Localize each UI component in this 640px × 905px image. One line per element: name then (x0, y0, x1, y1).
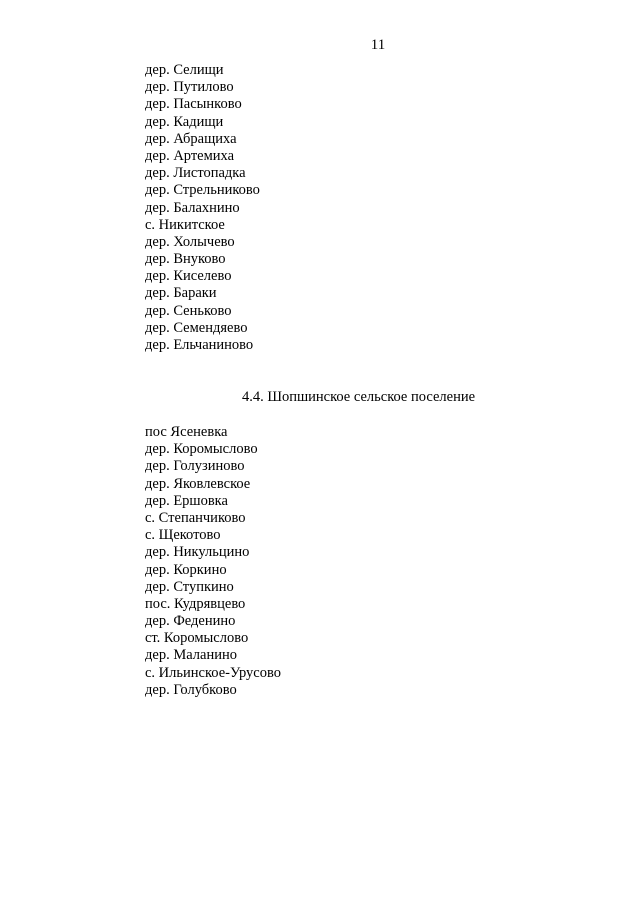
list-item: дер. Семендяево (145, 319, 248, 336)
list-item: с. Щекотово (145, 527, 221, 544)
settlement-list-shopshinskoe (145, 424, 281, 699)
list-item: дер. Внуково (145, 251, 226, 268)
list-item: с. Ильинское-Урусово (145, 664, 281, 681)
list-item: дер. Кадищи (145, 113, 224, 130)
list-item: дер. Листопадка (145, 165, 246, 182)
list-item: дер. Голузиново (145, 458, 245, 475)
list-item: дер. Ершовка (145, 492, 228, 509)
list-item: дер. Яковлевское (145, 475, 251, 492)
list-item: дер. Ельчаниново (145, 337, 254, 353)
section-heading: 4.4. Шопшинское сельское поселение (241, 389, 476, 405)
list-item: с. Степанчиково (145, 509, 246, 526)
list-item: дер. Голубково (145, 681, 237, 698)
list-item: дер. Стрельниково (145, 182, 260, 199)
list-item: дер. Коромыслово (145, 441, 258, 458)
page-number: 11 (370, 37, 386, 53)
list-item: дер. Феденино (145, 613, 236, 630)
list-item: дер. Пасынково (145, 96, 242, 113)
list-item: дер. Ступкино (145, 578, 234, 595)
list-item: дер. Селищи (145, 62, 224, 78)
list-item: с. Никитское (145, 216, 225, 233)
list-item: дер. Балахнино (145, 199, 240, 216)
list-item: дер. Путилово (145, 79, 234, 96)
settlement-list-previous-section (145, 62, 260, 354)
list-item: дер. Холычево (145, 233, 235, 250)
list-item: дер. Никульцино (145, 544, 250, 561)
list-item: дер. Бараки (145, 285, 217, 302)
list-item: дер. Киселево (145, 268, 232, 285)
list-item: дер. Коркино (145, 561, 227, 578)
list-item: ст. Коромыслово (145, 630, 249, 647)
list-item: дер. Абращиха (145, 130, 237, 147)
list-item: пос Ясеневка (145, 424, 228, 440)
list-item: дер. Артемиха (145, 147, 235, 164)
list-item: пос. Кудрявцево (145, 595, 246, 612)
list-item: дер. Маланино (145, 647, 237, 664)
list-item: дер. Сеньково (145, 302, 232, 319)
